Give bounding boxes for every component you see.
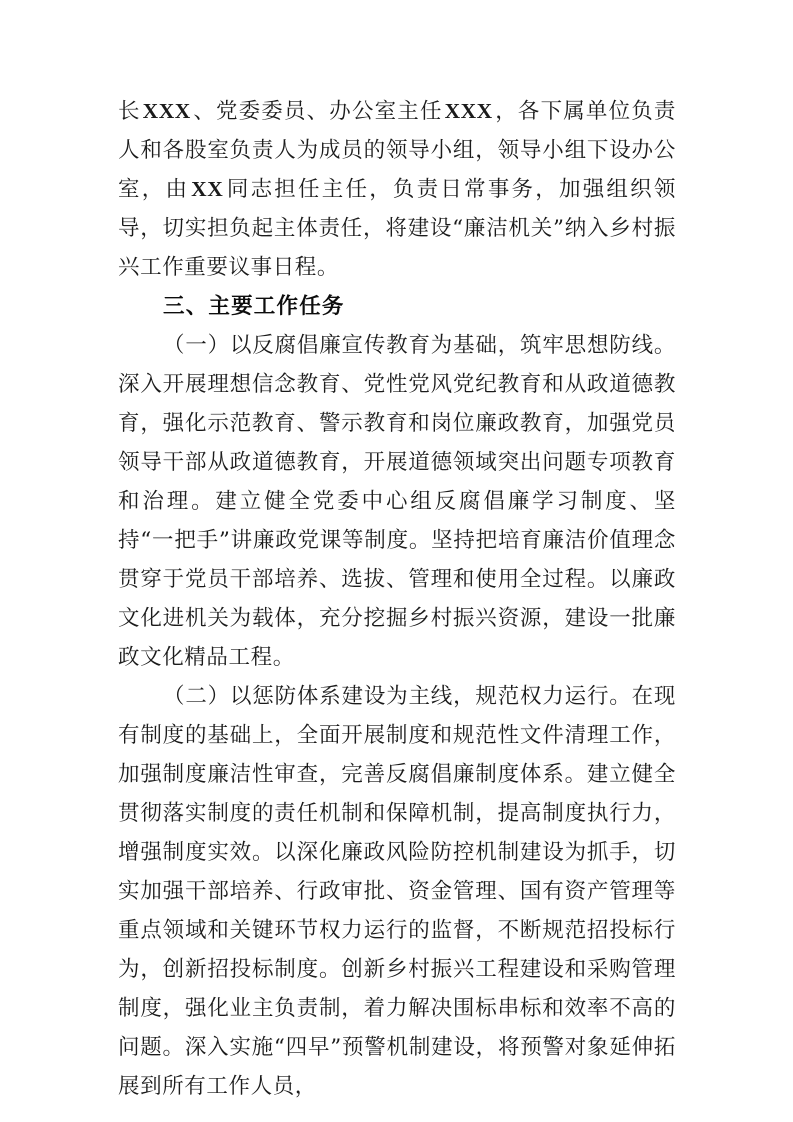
text-run: 长 [118, 99, 141, 124]
redacted-name-placeholder: XX [191, 177, 224, 201]
text-run: 、党委委员、办公室主任 [192, 99, 443, 124]
body-paragraph [118, 92, 676, 287]
text-run: 同志担任主任，负责日常事务，加强组织领导，切实担负起主体责任，将建设“廉洁机关”纳入乡村振兴工作重要议事日程。 [118, 177, 676, 280]
body-paragraph [118, 326, 676, 677]
text-run: （一）以反腐倡廉宣传教育为基础，筑牢思想防线。深入开展理想信念教育、党性党风党纪教育和从政道德教育，强化示范教育、警示教育和岗位廉政教育，加强党员领导干部从政道德教育，开展道德领域突出问题专项教育和治理。建立健全党委中心组反腐倡廉学习制度、坚持“一把手”讲廉政党课等制度。坚持把培育廉洁价值理念贯穿于党员干部培养、选拔、管理和使用全过程。以廉政文化进机关为载体，充分挖掘乡村振兴资源，建设一批廉政文化精品工程。 [118, 333, 676, 670]
redacted-name-placeholder: XXX [142, 99, 191, 123]
text-run: ，各下属单位负责人和各股室负责人为成员的领导小组，领导小组下设办公室，由 [118, 99, 676, 202]
section-heading: 三、主要工作任务 [163, 294, 345, 319]
redacted-name-placeholder: XXX [444, 99, 493, 123]
document-text-column [118, 92, 676, 1106]
body-paragraph [118, 677, 676, 1106]
text-run: （二）以惩防体系建设为主线，规范权力运行。在现有制度的基础上，全面开展制度和规范性文件清理工作，加强制度廉洁性审查，完善反腐倡廉制度体系。建立健全贯彻落实制度的责任机制和保障机制，提高制度执行力，增强制度实效。以深化廉政风险防控机制建设为抓手，切实加强干部培养、行政审批、资金管理、国有资产管理等重点领域和关键环节权力运行的监督，不断规范招投标行为，创新招投标制度。创新乡村振兴工程建设和采购管理制度，强化业主负责制，着力解决围标串标和效率不高的问题。深入实施“四早”预警机制建设，将预警对象延伸拓展到所有工作人员， [118, 684, 676, 1099]
